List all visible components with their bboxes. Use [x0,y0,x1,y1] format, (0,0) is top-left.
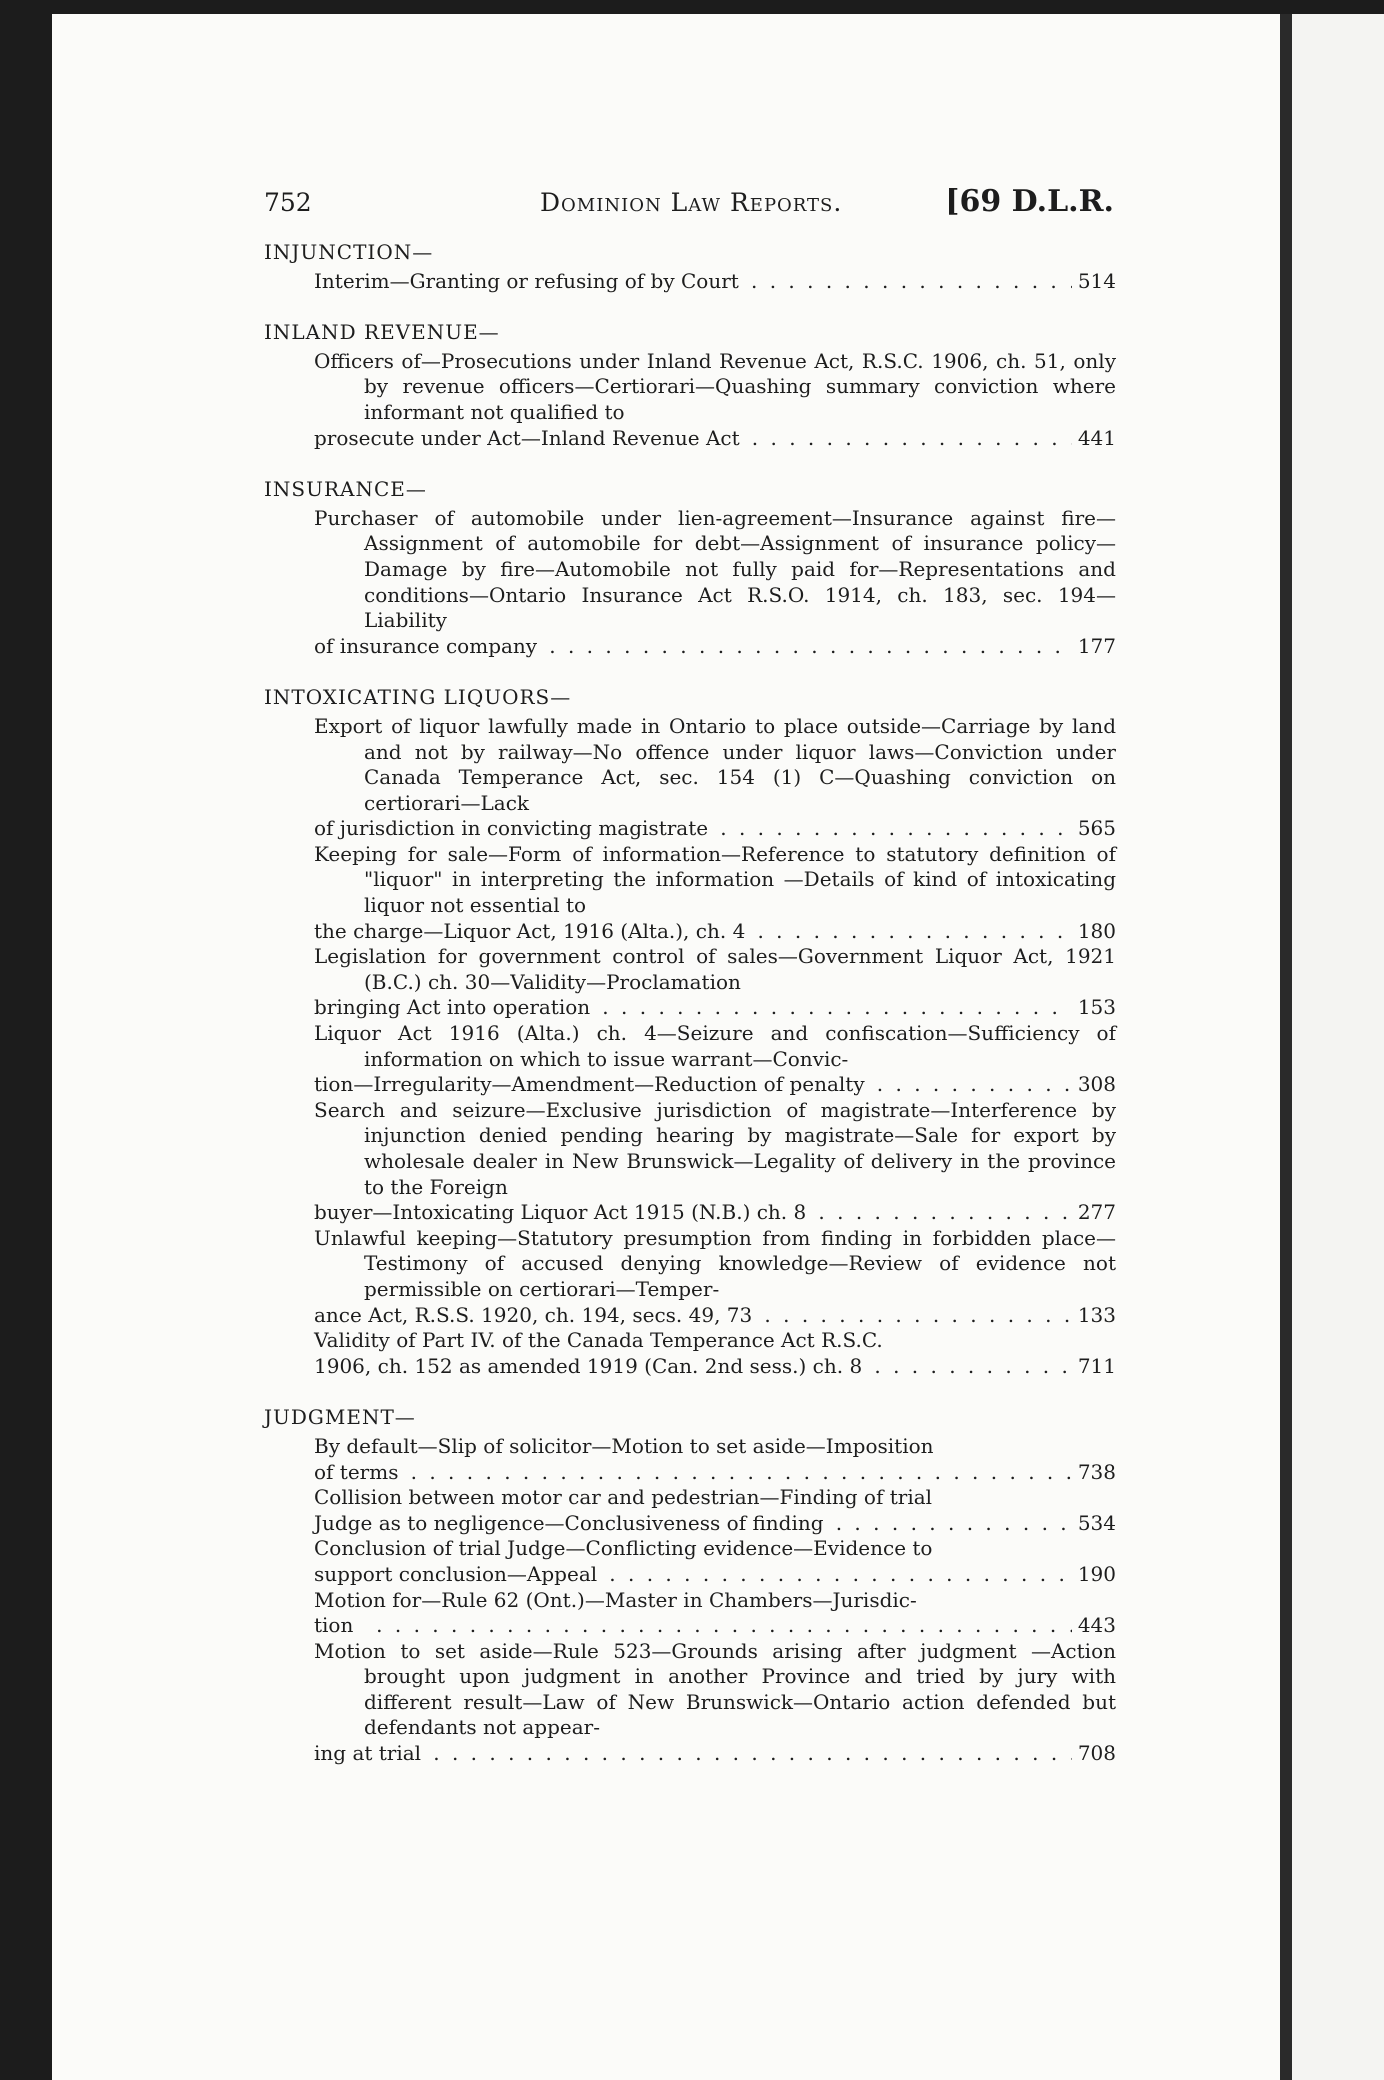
index-entry [314,944,1116,1021]
entry-text-end: ance Act, R.S.S. 1920, ch. 194, secs. 49, 73 [314,1302,753,1327]
index-entry [314,1328,1116,1379]
entry-text: Officers of—Prosecutions under Inland Revenue Act, R.S.C. 1906, ch. 51, only by revenue officers—Certiorari—Quashing summary conviction where informant not qualified to [314,348,1116,424]
index-entry [314,1536,1116,1587]
entry-text-end: prosecute under Act—Inland Revenue Act [314,425,740,450]
entry-text-end: the charge—Liquor Act, 1916 (Alta.), ch. 4 [314,918,746,943]
entry-final-line [314,1510,1116,1537]
page-reference: 738 [1077,1459,1116,1484]
entry-text-end: 1906, ch. 152 as amended 1919 (Can. 2nd sess.) ch. 8 [314,1353,863,1378]
page-reference: 180 [1077,918,1116,943]
dot-leader [751,919,1072,945]
entry-text: Liquor Act 1916 (Alta.) ch. 4—Seizure and confiscation—Sufficiency of information on which to issue warrant—Convic- [314,1021,1116,1071]
dot-leader [603,1562,1072,1588]
dot-leader [868,1354,1072,1380]
entry-text: Conclusion of trial Judge—Conflicting evidence—Evidence to [314,1536,933,1561]
section-heading: JUDGMENT— [264,1405,416,1430]
index-entry [314,714,1116,842]
entry-text: Export of liquor lawfully made in Ontario to place outside—Carriage by land and not by railway—No offence under liquor laws—Conviction under Canada Temperance Act, sec. 154 (1) C—Quashing conviction on certiorari—Lack [314,713,1116,815]
entry-text: Motion for—Rule 62 (Ont.)—Master in Chambers—Jurisdic- [314,1587,917,1612]
dot-leader [812,1200,1072,1226]
page-reference: 177 [1077,633,1116,658]
dot-leader [871,1072,1072,1098]
dot-leader [596,995,1072,1021]
dot-leader [746,426,1072,452]
entry-text-end: support conclusion—Appeal [314,1561,598,1586]
entry-final-line [314,1561,1116,1588]
entry-text-end: buyer—Intoxicating Liquor Act 1915 (N.B.) ch. 8 [314,1200,807,1225]
section-heading: INSURANCE— [264,477,427,502]
index-entry [314,1485,1116,1536]
entry-text-end: bringing Act into operation [314,995,591,1020]
index-section [264,1405,1116,1766]
entry-text: Motion to set aside—Rule 523—Grounds arising after judgment —Action brought upon judgment in another Province and tried by jury with different result—Law of New Brunswick—Ontario action defended but defendants not appear- [314,1638,1116,1740]
index-section [264,240,1116,294]
entry-text-end: Judge as to negligence—Conclusiveness of finding [314,1510,824,1535]
entry-text-end: Interim—Granting or refusing of by Court [314,268,739,293]
entry-text-end: of jurisdiction in convicting magistrate [314,816,709,841]
index-entry [314,269,1116,295]
dot-leader [745,269,1072,295]
entry-final-line [314,1072,1116,1098]
dot-leader [830,1511,1072,1537]
entry-final-line [314,633,1116,660]
entry-final-line [314,425,1116,452]
page-reference: 443 [1077,1613,1116,1638]
entry-text: Search and seizure—Exclusive jurisdiction of magistrate—Interference by injunction denied pending hearing by magistrate—Sale for export by wholesale dealer in New Brunswick—Legality of delivery in the province to the Foreign [314,1097,1116,1199]
entry-text: Purchaser of automobile under lien-agreement—Insurance against fire—Assignment of automobile for debt—Assignment of insurance policy—Damage by fire—Automobile not fully paid for—Representations and conditions—Ontario Insurance Act R.S.O. 1914, ch. 183, sec. 194—Liability [314,505,1116,633]
entry-final-line [314,268,1116,295]
index-entry [314,1021,1116,1098]
index-entry [314,1434,1116,1485]
index-entry [314,842,1116,944]
index-section [264,320,1116,451]
index-section [264,685,1116,1379]
page-gutter [1280,14,1292,2080]
entry-text: Unlawful keeping—Statutory presumption from finding in forbidden place—Testimony of accused denying knowledge—Review of evidence not permissible on certiorari—Temper- [314,1225,1116,1301]
page-reference: 308 [1077,1072,1116,1097]
section-heading: INLAND REVENUE— [264,320,500,345]
page-reference: 153 [1077,995,1116,1020]
index-entry [314,1639,1116,1767]
entry-text-end: ing at trial [314,1741,422,1766]
entry-text: Validity of Part IV. of the Canada Temperance Act R.S.C. [314,1328,883,1353]
entry-final-line [314,1353,1116,1380]
page-reference: 708 [1077,1741,1116,1766]
page-number: 752 [264,188,312,217]
page-reference: 534 [1077,1510,1116,1535]
dot-leader [543,634,1072,660]
page-reference: 514 [1077,268,1116,293]
volume-reference: [69 D.L.R. [945,184,1114,219]
entry-final-line: tion . . . 443 [364,1613,1116,1639]
dot-leader [427,1741,1072,1767]
index-entry [314,1226,1116,1328]
running-title: Dominion Law Reports. [540,188,843,217]
entry-final-line [314,1302,1116,1329]
page-reference: 277 [1077,1200,1116,1225]
page-reference: 441 [1077,425,1116,450]
entry-text-end: tion—Irregularity—Amendment—Reduction of penalty [314,1072,865,1097]
facing-page-edge [1292,14,1384,2080]
section-heading: INTOXICATING LIQUORS— [264,685,572,710]
index-entry [314,349,1116,451]
entry-text: By default—Slip of solicitor—Motion to set aside—Imposition [314,1433,934,1458]
dot-leader [714,816,1072,842]
page-reference: 190 [1077,1561,1116,1586]
entry-final-line [314,1741,1116,1767]
dot-leader [370,1613,1072,1639]
dot-leader [404,1460,1072,1486]
index-content [264,240,1116,1793]
index-entry [314,1588,1116,1639]
page-reference: 711 [1077,1353,1116,1378]
entry-text-end: of insurance company [314,633,538,658]
page-reference: 133 [1077,1302,1116,1327]
entry-final-line [314,816,1116,842]
entry-final-line [314,995,1116,1021]
entry-final-line [314,1459,1116,1486]
entry-text-end: of terms [314,1459,399,1484]
section-heading: INJUNCTION— [264,240,434,264]
index-entry [314,506,1116,660]
entry-text: Legislation for government control of sales—Government Liquor Act, 1921 (B.C.) ch. 30—Validity—Proclamation [314,944,1116,994]
dot-leader [758,1303,1072,1329]
entry-text: Collision between motor car and pedestrian—Finding of trial [314,1485,933,1510]
page-header [264,184,1114,228]
page-reference: 565 [1077,816,1116,841]
index-section [264,477,1116,659]
entry-final-line [314,918,1116,945]
entry-text: Keeping for sale—Form of information—Reference to statutory definition of "liquor" in interpreting the information —Details of kind of intoxicating liquor not essential to [314,841,1116,918]
index-entry [314,1098,1116,1226]
entry-final-line [314,1200,1116,1226]
